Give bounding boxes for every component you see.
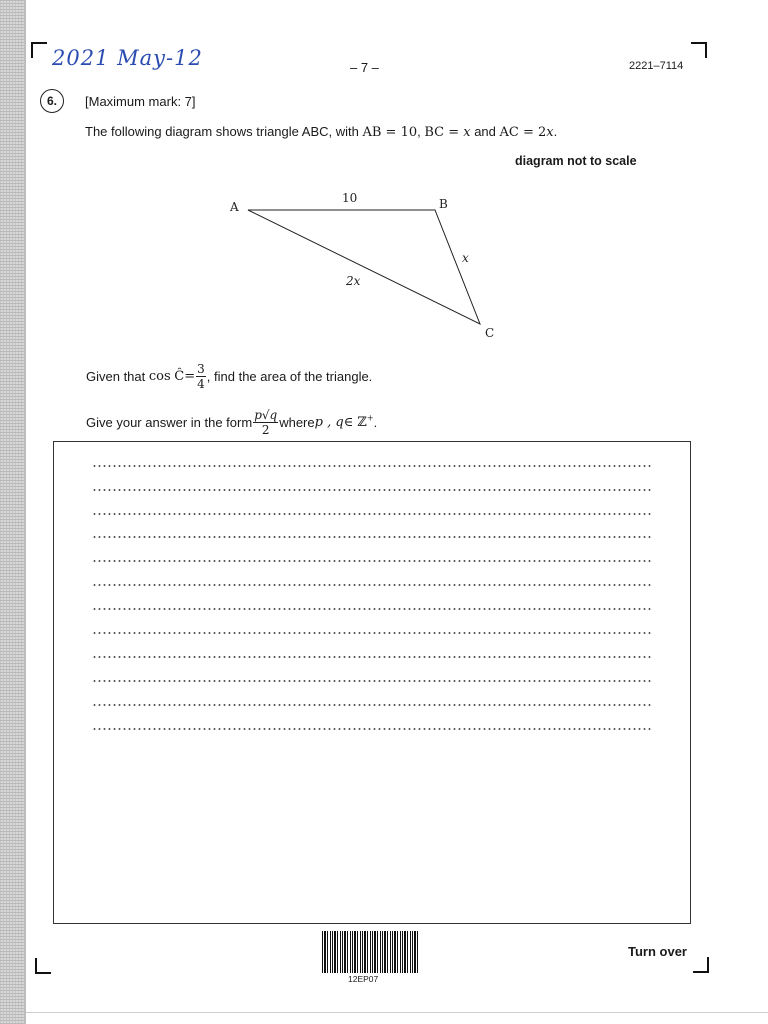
not-to-scale-note: diagram not to scale: [515, 154, 637, 168]
intro-sep: ,: [417, 124, 425, 139]
corner-mark-bottom-left: [35, 958, 51, 974]
form-prefix: Give your answer in the form: [86, 415, 253, 430]
handwritten-note: 2021 May-12: [52, 46, 203, 70]
maximum-mark: [Maximum mark: 7]: [85, 94, 196, 109]
intro-bc-lead: BC =: [424, 125, 464, 140]
form-denominator: 2: [261, 423, 270, 437]
vertex-c-label: C: [485, 326, 495, 340]
form-plus: +: [366, 413, 374, 423]
form-end: .: [373, 415, 378, 430]
corner-mark-top-right: [691, 42, 707, 58]
side-ac-label: 2x: [346, 274, 361, 288]
answer-line: [92, 513, 652, 515]
binding-strip: [0, 0, 24, 1024]
given-prefix: Given that: [86, 369, 146, 384]
vertex-b-label: B: [439, 197, 448, 211]
side-bc-label: x: [462, 251, 469, 265]
barcode: [322, 931, 419, 973]
intro-ab: AB = 10: [362, 125, 418, 140]
corner-mark-bottom-right: [693, 957, 709, 973]
intro-ac-var: x: [546, 125, 554, 140]
barcode-text: 12EP07: [348, 974, 379, 984]
binding-edge: [24, 0, 26, 1024]
answer-line: [92, 704, 652, 706]
triangle-abc: [248, 210, 480, 324]
given-numerator: 3: [197, 362, 205, 376]
given-suffix: , find the area of the triangle.: [206, 369, 373, 384]
form-fraction: [253, 408, 278, 437]
question-number: 6.: [40, 89, 64, 113]
vertex-a-label: A: [230, 200, 239, 214]
answer-line: [92, 728, 652, 730]
form-set: ∈ ℤ: [343, 415, 367, 430]
answer-line: [92, 608, 652, 610]
turn-over-label: Turn over: [628, 944, 687, 959]
given-equals: =: [184, 369, 196, 384]
side-ab-label: 10: [342, 191, 358, 205]
given-cos: cos: [148, 369, 171, 384]
given-c-hat: Ĉ: [174, 369, 185, 384]
answer-form-line: [86, 408, 377, 437]
answer-line: [92, 656, 652, 658]
question-intro: [85, 124, 557, 140]
corner-mark-top-left: [31, 42, 47, 58]
answer-line: [92, 465, 652, 467]
scan-bottom-edge: [26, 1012, 768, 1013]
intro-and: and: [470, 124, 500, 139]
intro-ac-lead: AC = 2: [499, 125, 547, 140]
triangle-diagram: [225, 185, 515, 345]
form-numerator: p√q: [254, 408, 278, 422]
given-denominator: 4: [197, 377, 205, 391]
paper-code: 2221–7114: [629, 60, 684, 72]
form-vars: p , q: [314, 415, 344, 430]
answer-line: [92, 560, 652, 562]
intro-prefix: The following diagram shows triangle ABC, with: [85, 124, 363, 139]
answer-line: [92, 536, 652, 538]
answer-line: [92, 584, 652, 586]
answer-line: [92, 632, 652, 634]
answer-line: [92, 489, 652, 491]
page-number: – 7 –: [350, 60, 379, 75]
answer-line: [92, 680, 652, 682]
given-fraction: [196, 362, 206, 391]
intro-bc-var: x: [463, 125, 471, 140]
intro-end: .: [553, 124, 558, 139]
form-where: where: [279, 415, 315, 430]
answer-box[interactable]: [53, 441, 691, 924]
given-line: [86, 362, 372, 391]
